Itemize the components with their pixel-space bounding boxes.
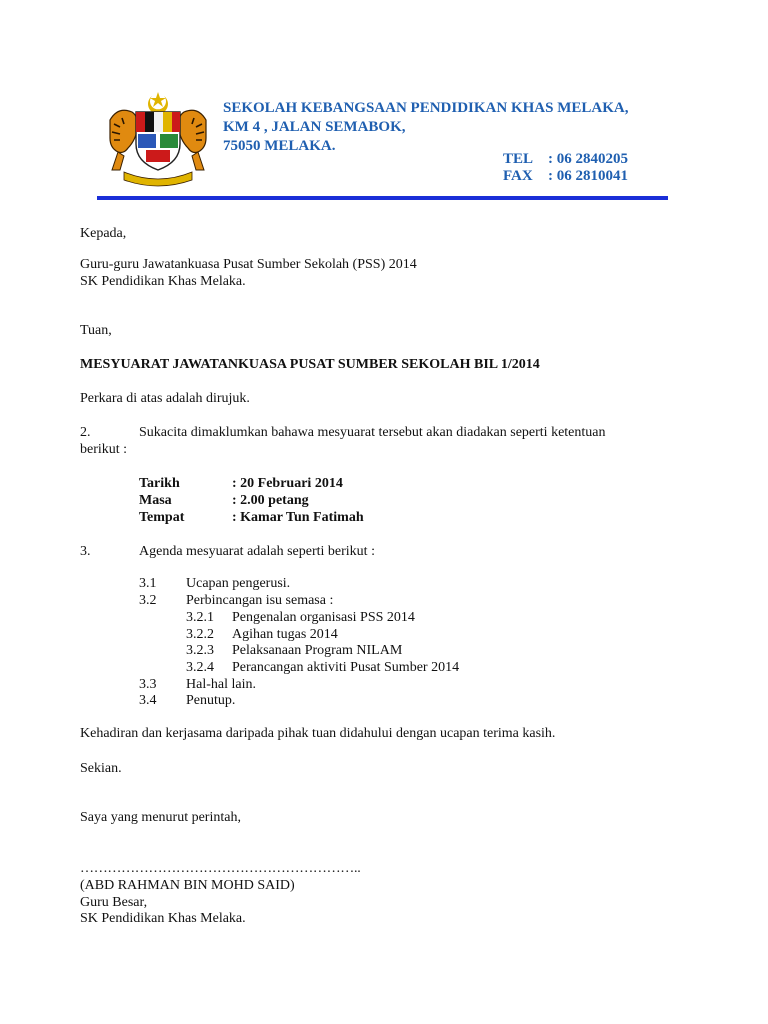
- detail-label: Tempat: [139, 510, 185, 525]
- tel-value: : 06 2840205: [548, 151, 628, 167]
- subagenda-text: Agihan tugas 2014: [232, 627, 338, 642]
- fax-value: : 06 2810041: [548, 168, 628, 184]
- signer-organization: SK Pendidikan Khas Melaka.: [80, 911, 246, 926]
- subagenda-number: 3.2.3: [186, 643, 214, 658]
- detail-value: : Kamar Tun Fatimah: [232, 510, 364, 525]
- agenda-number: 3.1: [139, 576, 157, 591]
- recipient-line-1: Guru-guru Jawatankuasa Pusat Sumber Sekolah (PSS) 2014: [80, 257, 417, 272]
- address-line-1: KM 4 , JALAN SEMABOK,: [223, 119, 406, 135]
- subagenda-number: 3.2.1: [186, 610, 214, 625]
- fax-label: FAX: [503, 168, 533, 184]
- salutation: Tuan,: [80, 323, 112, 338]
- sekian-line: Sekian.: [80, 761, 122, 776]
- detail-label: Masa: [139, 493, 172, 508]
- address-line-2: 75050 MELAKA.: [223, 138, 336, 154]
- perintah-line: Saya yang menurut perintah,: [80, 810, 241, 825]
- recipient-line-2: SK Pendidikan Khas Melaka.: [80, 274, 246, 289]
- agenda-text: Ucapan pengerusi.: [186, 576, 291, 591]
- detail-label: Tarikh: [139, 476, 180, 491]
- para-2-text-cont: berikut :: [80, 442, 128, 457]
- school-name: SEKOLAH KEBANGSAAN PENDIDIKAN KHAS MELAKA,: [223, 100, 629, 116]
- to-label: Kepada,: [80, 226, 127, 241]
- subagenda-text: Pelaksanaan Program NILAM: [232, 643, 403, 658]
- subagenda-number: 3.2.4: [186, 660, 214, 675]
- signer-title: Guru Besar,: [80, 895, 148, 910]
- tel-label: TEL: [503, 151, 534, 167]
- header-divider: [97, 196, 668, 200]
- detail-value: : 20 Februari 2014: [232, 476, 343, 491]
- signature-line: ……………………………………………………..: [80, 861, 361, 876]
- subagenda-number: 3.2.2: [186, 627, 214, 642]
- detail-value: : 2.00 petang: [232, 493, 309, 508]
- agenda-text: Penutup.: [186, 693, 236, 708]
- agenda-number: 3.4: [139, 693, 157, 708]
- malaysia-coat-of-arms-icon: [100, 90, 216, 190]
- closing-paragraph: Kehadiran dan kerjasama daripada pihak tuan didahului dengan ucapan terima kasih.: [80, 726, 556, 741]
- agenda-number: 3.2: [139, 593, 157, 608]
- para-3-text: Agenda mesyuarat adalah seperti berikut :: [139, 544, 375, 559]
- agenda-number: 3.3: [139, 677, 157, 692]
- subagenda-text: Pengenalan organisasi PSS 2014: [232, 610, 415, 625]
- reference-line: Perkara di atas adalah dirujuk.: [80, 391, 250, 406]
- agenda-text: Perbincangan isu semasa :: [186, 593, 334, 608]
- para-2-text: Sukacita dimaklumkan bahawa mesyuarat tersebut akan diadakan seperti ketentuan: [139, 425, 606, 440]
- signer-name: (ABD RAHMAN BIN MOHD SAID): [80, 878, 295, 893]
- subject-heading: MESYUARAT JAWATANKUASA PUSAT SUMBER SEKOLAH BIL 1/2014: [80, 357, 540, 372]
- agenda-text: Hal-hal lain.: [186, 677, 256, 692]
- para-3-number: 3.: [80, 544, 91, 559]
- para-2-number: 2.: [80, 425, 91, 440]
- subagenda-text: Perancangan aktiviti Pusat Sumber 2014: [232, 660, 460, 675]
